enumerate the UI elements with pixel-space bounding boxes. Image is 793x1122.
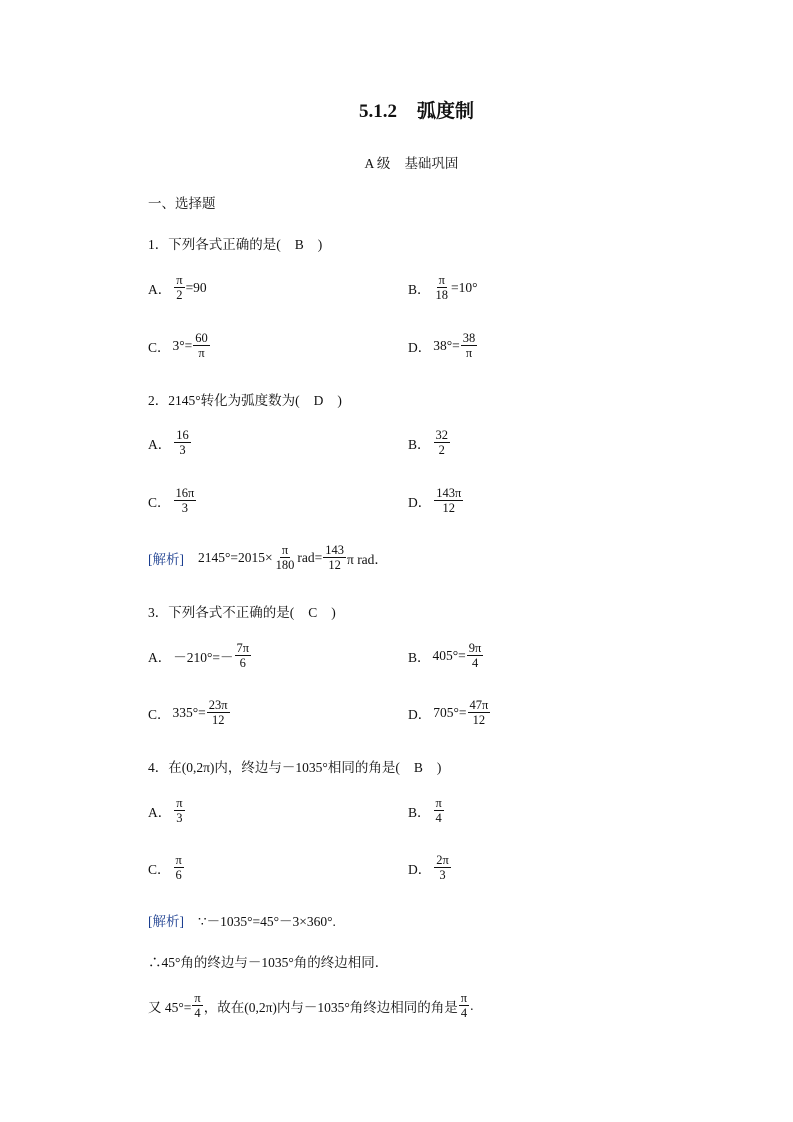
question-2-stem: 2．2145°转化为弧度数为( D ) [148, 393, 342, 408]
fraction: $\frac{143\pi}{12}$ [436, 486, 462, 515]
fraction: $\frac{16}{3}$ [176, 428, 189, 457]
fraction: $\frac{\pi}{6}$ [175, 853, 182, 882]
question-2-option-c: C． $\frac{16\pi}{3}$ [148, 486, 195, 515]
fraction: $\frac{9\pi}{4}$ [468, 641, 482, 670]
question-2-option-d: D． $\frac{143\pi}{12}$ [408, 486, 462, 515]
fraction: $\frac{\pi}{180}$ [275, 543, 295, 572]
fraction: $\frac{16\pi}{3}$ [175, 486, 195, 515]
analysis-tag: [解析] [148, 551, 184, 567]
title-number: 5.1.2 [358, 101, 397, 122]
page-title [0, 96, 793, 123]
question-2-analysis: [解析] 2145°=2015× $\frac{\pi}{180}$ rad= $\frac{143}{12}$ π rad． [148, 543, 388, 572]
fraction: $\frac{60}{\pi}$ [195, 331, 208, 360]
question-1-answer: B [294, 237, 304, 252]
question-1-stem: 1．下列各式正确的是( B ) [148, 237, 323, 252]
question-4-option-a: A． $\frac{\pi}{3}$ [148, 796, 183, 825]
fraction: $\frac{\pi}{2}$ [176, 273, 183, 302]
question-3-option-d: D． 705°= $\frac{47\pi}{12}$ [408, 698, 489, 727]
question-2-option-a: A． $\frac{16}{3}$ [148, 428, 189, 457]
question-2-option-b: B． $\frac{32}{2}$ [408, 428, 449, 457]
fraction: $\frac{38}{\pi}$ [462, 331, 476, 360]
fraction: $\frac{47\pi}{12}$ [469, 698, 489, 727]
subtitle-text: 基础巩固 [404, 156, 459, 171]
fraction: $\frac{23\pi}{12}$ [208, 698, 228, 727]
question-1-option-a: A． $\frac{\pi}{2}$ =90 [148, 273, 207, 302]
question-1-option-c: C． 3°= $\frac{60}{\pi}$ [148, 331, 208, 360]
question-4-option-d: D． $\frac{2\pi}{3}$ [408, 853, 449, 882]
question-1-option-d: D． 38°= $\frac{38}{\pi}$ [408, 331, 476, 360]
analysis-tag: [解析] [148, 914, 184, 929]
fraction: $\frac{\pi}{3}$ [176, 796, 183, 825]
question-4-option-c: C． $\frac{\pi}{6}$ [148, 853, 182, 882]
fraction: $\frac{\pi}{18}$ [435, 273, 449, 302]
section-heading: 一、选择题 [148, 196, 216, 211]
fraction: $\frac{143}{12}$ [325, 543, 344, 572]
fraction: $\frac{\pi}{4}$ [435, 796, 442, 825]
page-subtitle [0, 152, 793, 172]
subtitle-level: A 级 [364, 156, 391, 171]
question-3-stem: 3．下列各式不正确的是( C ) [148, 605, 336, 620]
question-4-analysis-line-1: [解析] ∵－1035°=45°－3×360°. [148, 914, 336, 929]
title-text: 弧度制 [416, 101, 474, 122]
fraction: $\frac{7\pi}{6}$ [236, 641, 250, 670]
question-3-option-c: C． 335°= $\frac{23\pi}{12}$ [148, 698, 228, 727]
question-1-option-b: B． $\frac{\pi}{18}$ =10° [408, 273, 478, 302]
question-4-analysis-line-3: 又 45°= $\frac{\pi}{4}$ ，故在(0,2π)内与－1035°角终边相同的角是 $\frac{\pi}{4}$ . [148, 991, 474, 1020]
fraction: $\frac{32}{2}$ [435, 428, 449, 457]
question-2-answer: D [313, 393, 324, 408]
question-4-option-b: B． $\frac{\pi}{4}$ [408, 796, 442, 825]
fraction: $\frac{\pi}{4}$ [194, 991, 201, 1020]
question-3-option-a: A． －210°=－ $\frac{7\pi}{6}$ [148, 641, 250, 670]
question-3-option-b: B． 405°= $\frac{9\pi}{4}$ [408, 641, 482, 670]
question-3-answer: C [308, 605, 318, 620]
question-4-answer: B [413, 760, 423, 775]
fraction: $\frac{2\pi}{3}$ [436, 853, 449, 882]
fraction: $\frac{\pi}{4}$ [460, 991, 468, 1020]
question-4-stem: 4．在(0,2π)内，终边与－1035°相同的角是( B ) [148, 760, 442, 775]
question-4-analysis-line-2: ∴45°角的终边与－1035°角的终边相同． [148, 955, 389, 970]
